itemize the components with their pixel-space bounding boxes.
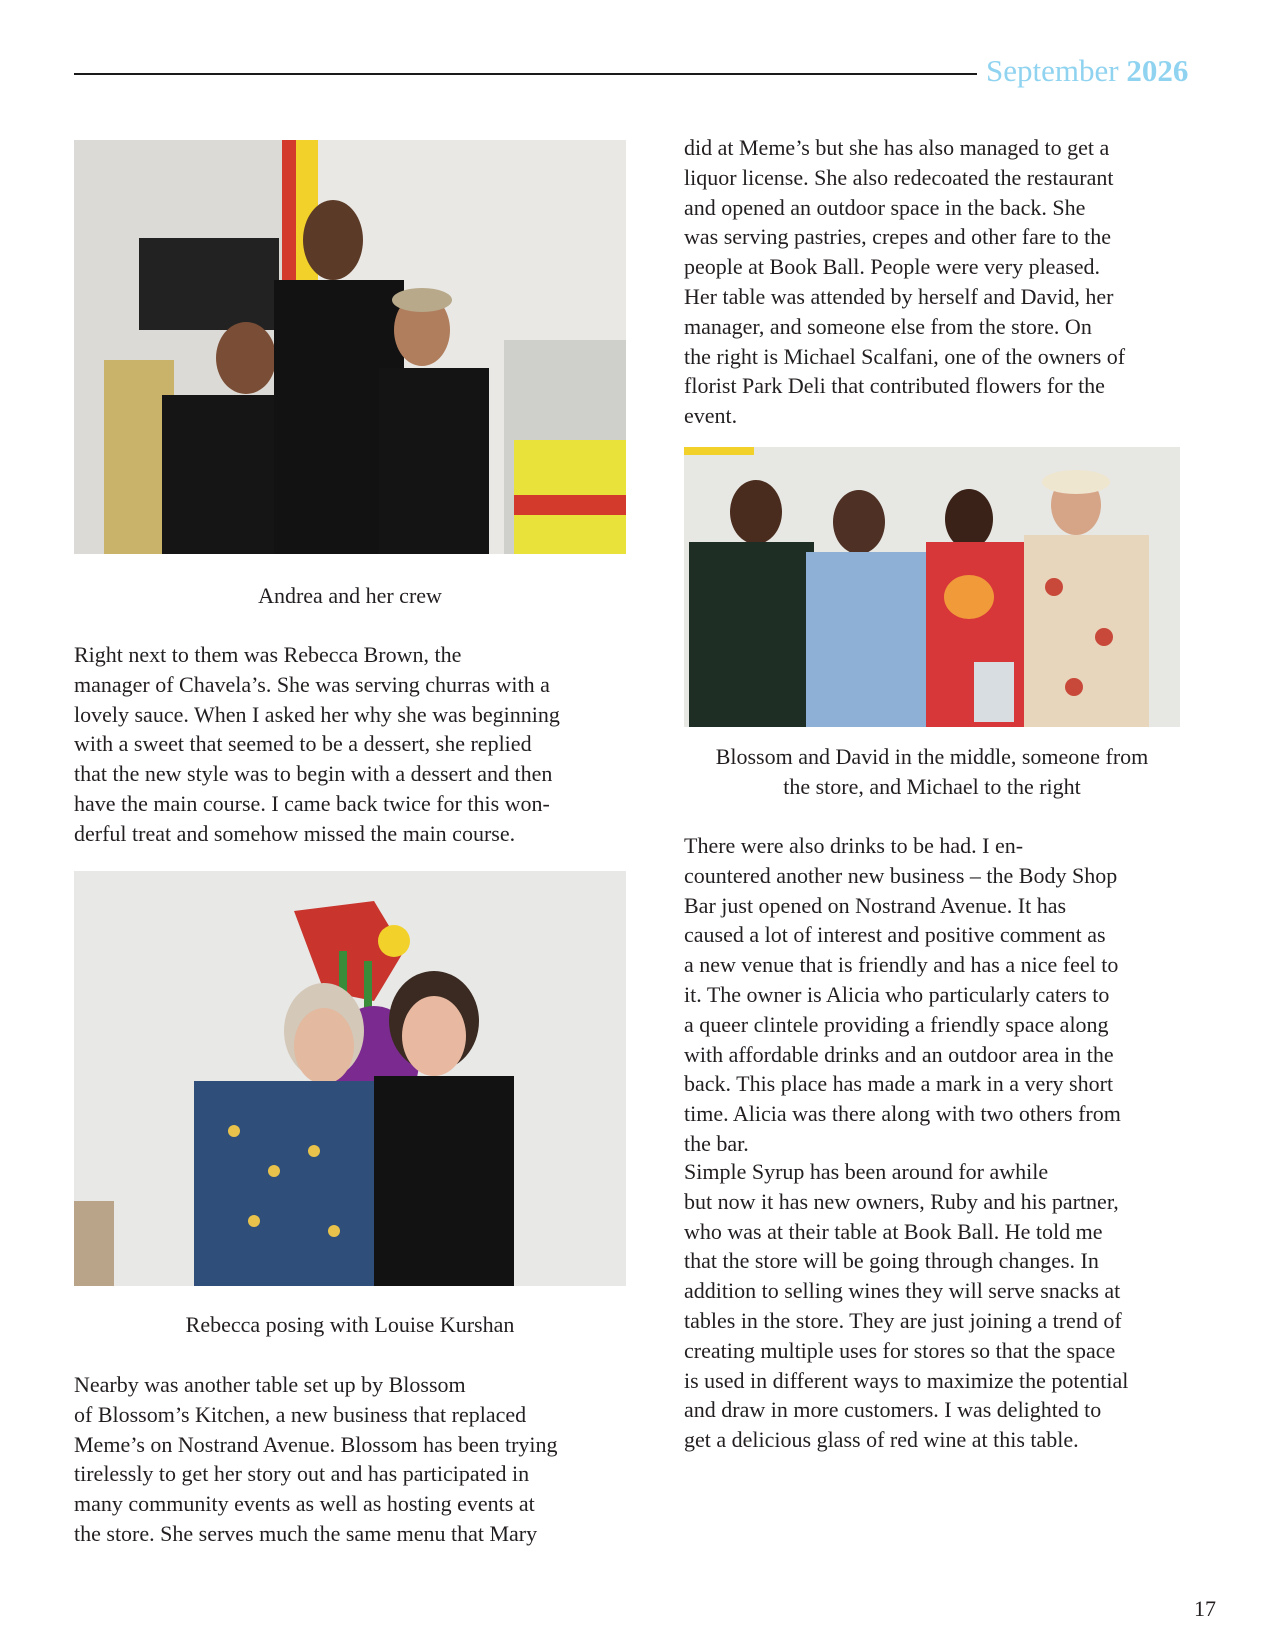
photo-andrea-crew [74,140,626,554]
header-year: 2026 [1126,53,1189,88]
body-paragraph-rebecca: Right next to them was Rebecca Brown, the manager of Chavela’s. She was serving churras with a lovely sauce. When I asked her why she was beginning with a sweet that seemed to be a dessert, she replied that the new style was to begin with a dessert and then have the main course. I came back twice for this won- derful treat and somehow missed the main course. [74,642,560,846]
caption-andrea-crew: Andrea and her crew [258,583,442,608]
header-rule [74,73,977,75]
header-month: September [986,53,1119,88]
body-paragraph-blossom: Nearby was another table set up by Blossom of Blossom’s Kitchen, a new business that replaced Meme’s on Nostrand Avenue. Blossom has been trying tirelessly to get her story out and has participated in many community events as well as hosting events at the store. She serves much the same menu that Mary [74,1372,558,1546]
photo-rebecca-louise [74,871,626,1286]
photo-blossom-group-image [684,447,1180,727]
body-paragraph-body-shop: There were also drinks to be had. I en- countered another new business – the Body Shop Bar just opened on Nostrand Avenue. It has caused a lot of interest and positive comment as a new venue that is friendly and has a nice feel to it. The owner is Alicia who particularly caters to a queer clintele providing a friendly space along with affordable drinks and an outdoor area in the back. This place has made a mark in a very short time. Alicia was there along with two others from the bar. [684,833,1121,1156]
header-date [986,53,1188,89]
page-number: 17 [1194,1596,1216,1621]
caption-blossom-group: Blossom and David in the middle, someone from the store, and Michael to the right [715,744,1149,799]
body-paragraph-simple-syrup: Simple Syrup has been around for awhile but now it has new owners, Ruby and his partner, who was at their table at Book Ball. He told me that the store will be going through changes. In addition to selling wines they will serve snacks at tables in the store. They are just joining a trend of creating multiple uses for stores so that the space is used in different ways to maximize the potential and draw in more customers. I was delighted to get a delicious glass of red wine at this table. [684,1159,1129,1453]
photo-blossom-group [684,447,1180,727]
photo-rebecca-louise-image [74,871,626,1286]
photo-andrea-crew-image [74,140,626,554]
caption-rebecca-louise: Rebecca posing with Louise Kurshan [185,1312,515,1337]
body-paragraph-blossom-cont: did at Meme’s but she has also managed to get a liquor license. She also redecoated the restaurant and opened an outdoor space in the back. She was serving pastries, crepes and other fare to the people at Book Ball. People were very pleased. Her table was attended by herself and David, her manager, and someone else from the store. On the right is Michael Scalfani, one of the owners of florist Park Deli that contributed flowers for the event. [684,135,1126,429]
